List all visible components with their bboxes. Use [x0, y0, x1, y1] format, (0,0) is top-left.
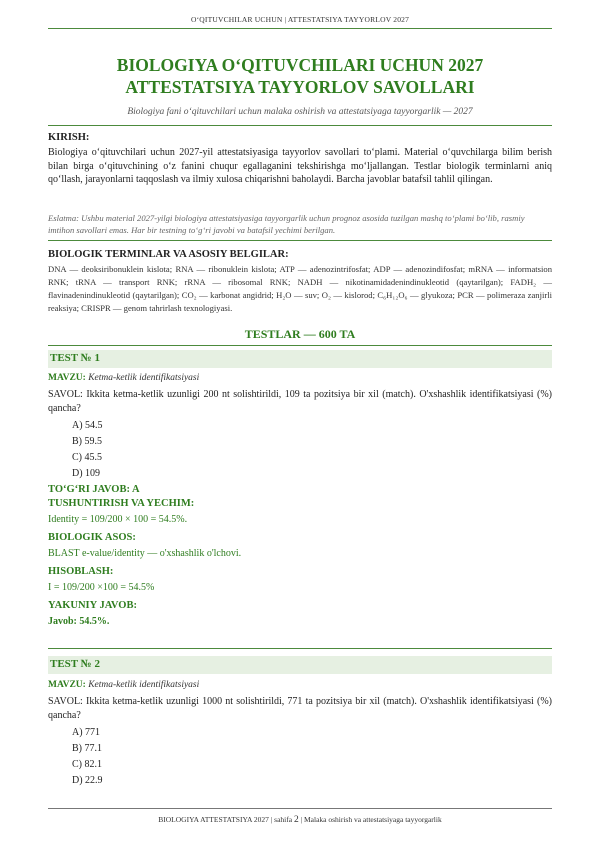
test1-option-a: A) 54.5: [72, 420, 103, 431]
test1-question: SAVOL: Ikkita ketma-ketlik uzunligi 200 nt solishtirildi, 109 ta pozitsiya bir xil (match). O'xshashlik identifikatsiyasi (%) qancha?: [48, 389, 552, 414]
test1-final-answer: Javob: 54.5%.: [48, 616, 110, 627]
test1-label-bar: [48, 350, 552, 368]
test2-option-d: D) 22.9: [72, 775, 103, 786]
test1-topic: [48, 373, 199, 383]
running-header: O‘QITUVCHILAR UCHUN | ATTESTATSIYA TAYYORLOV 2027: [190, 15, 410, 24]
test1-topic-value: Ketma-ketlik identifikatsiyasi: [88, 373, 200, 383]
footer-right: Malaka oshirish va attestatsiyaga tayyorgarlik: [303, 815, 442, 824]
page-number: 2: [293, 815, 299, 825]
footer-page-label: sahifa: [274, 815, 293, 824]
test1-calc-heading: HISOBLASH:: [48, 566, 114, 577]
test2-label-bar: [48, 656, 552, 674]
page-footer: [0, 815, 600, 825]
footer-sep-2: |: [300, 815, 304, 824]
intro-text: Biologiya o‘qituvchilari uchun 2027-yil attestatsiyasiga tayyorlov savollari to‘plami. Material o‘quvchilarga bilim berish bilan birga o‘qituvchining o‘z fanini chuqur egallaganini tekshirishga mo‘ljallangan. Testlar biologik terminlarni aniq qo‘llash, jarayonlarni taqqoslash va ilmiy xulosa chiqarishni baholaydi. Barcha javoblar batafsil tahlil qilingan.: [48, 147, 552, 186]
document-subtitle: Biologiya fani o‘qituvchilari uchun malaka oshirish va attestatsiyaga tayyorgarlik — 2027: [127, 107, 473, 117]
tests-heading: TESTLAR — 600 TA: [244, 327, 356, 341]
test1-top-rule: [48, 345, 552, 346]
test2-option-a: A) 771: [72, 727, 101, 738]
test2-topic: [48, 680, 199, 690]
title-rule: [48, 125, 552, 126]
intro-rule: [48, 240, 552, 241]
title-line-1: BIOLOGIYA O‘QITUVCHILARI UCHUN 2027: [116, 55, 484, 75]
test2-top-rule: [48, 648, 552, 649]
test2-label: TEST № 2: [50, 658, 100, 670]
test1-option-c: C) 45.5: [72, 452, 102, 463]
test2-question: SAVOL: Ikkita ketma-ketlik uzunligi 1000 nt solishtirildi, 771 ta pozitsiya bir xil (match). O'xshashlik identifikatsiyasi (%) qancha?: [48, 696, 552, 721]
test2-topic-label: MAVZU:: [48, 680, 86, 690]
test1-option-d: D) 109: [72, 468, 101, 479]
document-title: [48, 54, 552, 98]
test1-final-heading: YAKUNIY JAVOB:: [48, 600, 137, 611]
terms-text: DNA — deoksiribonuklein kislota; RNA — ribonuklein kislota; ATP — adenozintrifosfat; ADP — adenozindifosfat; mRNA — informatsion RNK; tRNA — transport RNK; rRNA — ribosomal RNK; NADH — nikotinamidadenindinukleotid (qaytarilgan); FADH₂ — flavinadenindinukleotid (qaytarilgan); CO₂ — karbonat angidrid; H₂O — suv; O₂ — kislorod; C₆H₁₂O₆ — glyukoza; PCR — polimeraza zanjirli reaksiya; CRISPR — genom tahrirlash texnologiyasi.: [48, 264, 552, 313]
test2-option-c: C) 82.1: [72, 759, 102, 770]
footer-rule: [48, 808, 552, 809]
test1-option-b: B) 59.5: [72, 436, 102, 447]
test1-correct-answer: TO‘G‘RI JAVOB: A: [48, 484, 140, 495]
footer-left: BIOLOGIYA ATTESTATSIYA 2027: [158, 815, 269, 824]
test1-explain-text: Identity = 109/200 × 100 = 54.5%.: [48, 514, 188, 525]
intro-note: Eslatma: Ushbu material 2027-yilgi biologiya attestatsiyasiga tayyorgarlik uchun prognoz asosida tuzilgan mashq to‘plami bo‘lib, rasmiy imtihon savollari emas. Har bir testning to‘g‘ri javobi va batafsil yechimi berilgan.: [48, 213, 525, 235]
title-line-2: ATTESTATSIYA TAYYORLOV SAVOLLARI: [125, 77, 475, 97]
test1-basis-text: BLAST e-value/identity — o'xshashlik o'lchovi.: [48, 548, 242, 559]
test2-option-b: B) 77.1: [72, 743, 102, 754]
intro-heading: KIRISH:: [48, 132, 90, 143]
header-rule: [48, 28, 552, 29]
test2-topic-value: Ketma-ketlik identifikatsiyasi: [88, 680, 200, 690]
test1-topic-label: MAVZU:: [48, 373, 86, 383]
test1-calc-text: I = 109/200 ×100 = 54.5%: [48, 582, 155, 593]
footer-sep-1: |: [270, 815, 275, 824]
test1-label: TEST № 1: [50, 352, 100, 364]
test1-basis-heading: BIOLOGIK ASOS:: [48, 532, 136, 543]
test1-explain-heading: TUSHUNTIRISH VA YECHIM:: [48, 498, 195, 509]
terms-heading: BIOLOGIK TERMINLAR VA ASOSIY BELGILAR:: [48, 249, 289, 260]
